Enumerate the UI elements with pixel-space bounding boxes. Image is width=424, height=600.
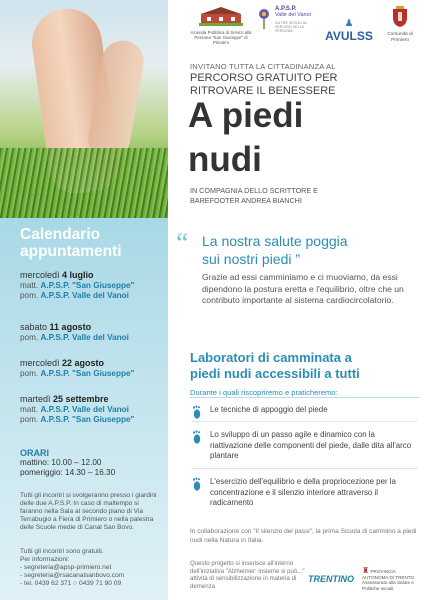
footprint-icon [192,430,202,444]
event-3: mercoledì 22 agosto pom. A.P.S.P. "San Giuseppe" [20,358,135,378]
footprint-icon [192,405,202,419]
event-1: mercoledì 4 luglio matt. A.P.S.P. "San Giuseppe" pom. A.P.S.P. Valle del Vanoi [20,270,135,300]
trentino-logo: TRENTINO [308,574,354,584]
compagnia-text: IN COMPAGNIA DELLO SCRITTORE E BAREFOOTER ANDREA BIANCHI [190,186,318,205]
quote-mark: “ [176,228,189,259]
divider [190,397,420,398]
main-title: A piedi nudi [188,96,304,179]
logo-apsp-vanoi: A.P.S.P. Valle del Vanoi DA TRE SECOLI AL SERVIZIO DELLA PERSONA [256,6,318,33]
logo-san-giuseppe: Azienda Pubblica di Servizi alla Persona "San Giuseppe" di Primiero [190,6,252,45]
calendar-title: Calendario appuntamenti [20,226,122,260]
quote-heading: La nostra salute poggia sui nostri piedi ” [202,233,348,267]
invitano-text: INVITANO TUTTA LA CITTADINANZA AL [190,62,336,71]
venue-note: Tutti gli incontri si svolgeranno presso i giardini delle due A.P.S.P. In caso di maltempo si faranno nella Sala al secondo piano di Via Terrabugio a Fiera di Primiero o nella palestra delle Scuole medie di Canal San Bovo. [20,492,157,531]
percorso-text: PERCORSO GRATUITO PER RITROVARE IL BENESSERE [190,72,338,97]
right-column: Azienda Pubblica di Servizi alla Persona "San Giuseppe" di Primiero A.P.S.P. Valle del Vanoi DA TRE SECOLI AL SERVIZIO DELLA PERSONA ♟ AVULSS Comunità di Primiero INVITANO TUTTA LA CITTADINANZA AL PERCORSO GRATUITO PER RITROVARE IL BENESSERE A piedi nudi IN COMPAGNIA DELLO SCRITTORE E BAREFOOTER ANDREA BIANCHI “ La nostra salute poggia sui nostri piedi ” Grazie ad essi camminiamo e ci muoviamo, da essi dipendono la postura eretta e l'equilibrio, oltre che un contributo importante al sistema cardiocircolatorio. Laboratori di camminata a piedi nudi accessibili a tutti Durante i quali riscopriremo e praticheremo: Le tecniche di appoggio del piede Lo sviluppo di un passo agile e dinamico con la riattivazione delle componenti del piede, dalle dita all'arco plantare L'esercizio dell'equilibrio e della propriocezione per la concentrazione e il silenzio interiore attraverso il radicamento In collaborazione con "Il silenzio dei passi", la prima Scuola di cammino a piedi nudi nella Natura in Italia. Questo progetto si inserisce all'interno dell'iniziativa "Alzheimer: insieme si può..." attività di sensibilizzazione in materia di demenza TRENTINO ♜ PROVINCIA AUTONOMA DI TRENTO Assessorato alla Salute e Politiche sociali [168,0,424,600]
orari: ORARI mattino: 10.00 – 12.00 pomeriggio: 14.30 – 16.30 [20,448,116,477]
collaboration-text: In collaborazione con "Il silenzio dei passi", la prima Scuola di cammino a piedi nudi nella Natura in Italia. [190,528,417,544]
crest-icon [380,6,420,30]
flower-icon [256,8,272,32]
event-2: sabato 11 agosto pom. A.P.S.P. Valle del Vanoi [20,322,129,342]
footprint-icon [192,477,202,491]
logo-avulss: ♟ AVULSS [325,18,373,43]
labs-title: Laboratori di camminata a piedi nudi accessibili a tutti [190,350,360,381]
labs-intro: Durante i quali riscopriremo e praticheremo: [190,388,338,397]
logo-comunita: Comunità di Primiero [380,6,420,43]
barefoot-photo [0,0,168,218]
people-icon: ♟ [344,18,354,29]
event-4: martedì 25 settembre matt. A.P.S.P. Valle del Vanoi pom. A.P.S.P. "San Giuseppe" [20,394,135,424]
building-icon [190,6,252,28]
info-note: Tutti gli incontri sono gratuiti. Per informazioni: - segreteria@apsp-primiero.net - segreteria@rsacanalsanbovo.com - tel. 0439 62 371 ○ 0439 71 90 09 [20,548,125,587]
project-text: Questo progetto si inserisce all'interno dell'iniziativa "Alzheimer: insieme si può..." attività di sensibilizzazione in materia di demenza [190,560,305,590]
left-column [0,0,168,600]
eagle-icon: ♜ [362,566,370,575]
logo-row [190,6,422,50]
provincia-logo: ♜ PROVINCIA AUTONOMA DI TRENTO Assessorato alla Salute e Politiche sociali [362,566,415,591]
grass-shape [0,148,168,218]
quote-body: Grazie ad essi camminiamo e ci muoviamo, da essi dipendono la postura eretta e l'equilibrio, oltre che un contributo importante al sistema cardiocircolatorio. [202,272,404,305]
